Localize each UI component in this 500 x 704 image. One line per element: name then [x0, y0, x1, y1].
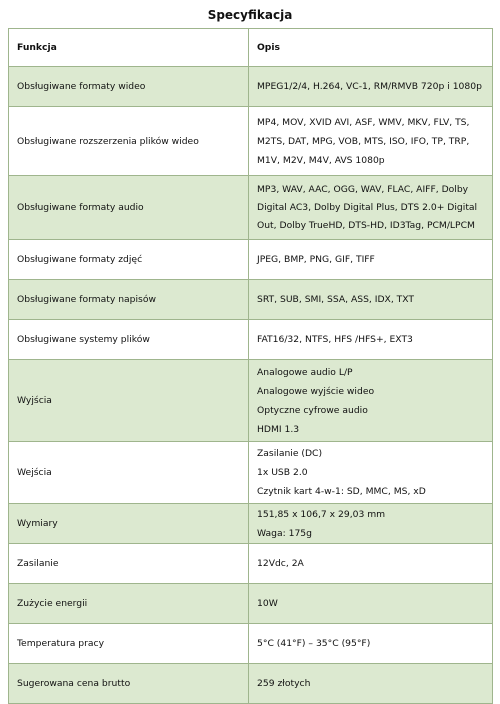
row-description: JPEG, BMP, PNG, GIF, TIFF: [249, 240, 493, 280]
table-row: [9, 320, 493, 360]
row-function: Obsługiwane formaty wideo: [9, 67, 249, 107]
description-line: Analogowe audio L/P: [257, 366, 353, 378]
table-row: [9, 176, 493, 240]
row-description: [249, 360, 493, 442]
row-description: [249, 107, 493, 176]
row-function: Obsługiwane rozszerzenia plików wideo: [9, 107, 249, 176]
table-row: [9, 360, 493, 442]
row-description-text: MP4, MOV, XVID AVI, ASF, WMV, MKV, FLV, TS, M2TS, DAT, MPG, VOB, MTS, ISO, IFO, TP, TRP, M1V, M2V, M4V, AVS 1080p: [257, 116, 470, 166]
page-title: Specyfikacja: [207, 8, 293, 22]
row-function: Wymiary: [9, 504, 249, 544]
description-line: HDMI 1.3: [257, 423, 300, 435]
table-row: [9, 240, 493, 280]
table-row: [9, 624, 493, 664]
row-function: Sugerowana cena brutto: [9, 664, 249, 704]
description-line: Waga: 175g: [257, 527, 312, 539]
description-line: Analogowe wyjście wideo: [257, 385, 375, 397]
row-function: Zasilanie: [9, 544, 249, 584]
row-description: 12Vdc, 2A: [249, 544, 493, 584]
header-function: Funkcja: [9, 29, 249, 67]
row-description-text: MP3, WAV, AAC, OGG, WAV, FLAC, AIFF, Dolby Digital AC3, Dolby Digital Plus, DTS 2.0+ Digital Out, Dolby TrueHD, DTS-HD, ID3Tag, PCM/LPCM: [257, 183, 478, 231]
row-function: Obsługiwane formaty napisów: [9, 280, 249, 320]
table-row: [9, 504, 493, 544]
row-description: SRT, SUB, SMI, SSA, ASS, IDX, TXT: [249, 280, 493, 320]
row-description: [249, 442, 493, 504]
table-row: [9, 544, 493, 584]
row-function: Obsługiwane formaty audio: [9, 176, 249, 240]
row-function: Wyjścia: [9, 360, 249, 442]
table-row: [9, 664, 493, 704]
table-row: [9, 67, 493, 107]
description-line: 151,85 x 106,7 x 29,03 mm: [257, 508, 386, 520]
table-row: [9, 584, 493, 624]
spec-table: [8, 28, 493, 704]
table-row: [9, 280, 493, 320]
table-row: [9, 442, 493, 504]
table-row: [9, 107, 493, 176]
row-description: 259 złotych: [249, 664, 493, 704]
row-function: Obsługiwane systemy plików: [9, 320, 249, 360]
header-description: Opis: [249, 29, 493, 67]
row-description: MPEG1/2/4, H.264, VC-1, RM/RMVB 720p i 1080p: [249, 67, 493, 107]
row-description: [249, 504, 493, 544]
row-function: Zużycie energii: [9, 584, 249, 624]
description-line: Zasilanie (DC): [257, 448, 323, 459]
row-description: [249, 176, 493, 240]
row-function: Obsługiwane formaty zdjęć: [9, 240, 249, 280]
description-line: Czytnik kart 4-w-1: SD, MMC, MS, xD: [257, 486, 426, 497]
description-line: Optyczne cyfrowe audio: [257, 404, 368, 416]
row-description: 10W: [249, 584, 493, 624]
row-function: Wejścia: [9, 442, 249, 504]
row-description: 5°C (41°F) – 35°C (95°F): [249, 624, 493, 664]
description-line: 1x USB 2.0: [257, 467, 308, 478]
table-header-row: [9, 29, 493, 67]
row-description: FAT16/32, NTFS, HFS /HFS+, EXT3: [249, 320, 493, 360]
row-function: Temperatura pracy: [9, 624, 249, 664]
